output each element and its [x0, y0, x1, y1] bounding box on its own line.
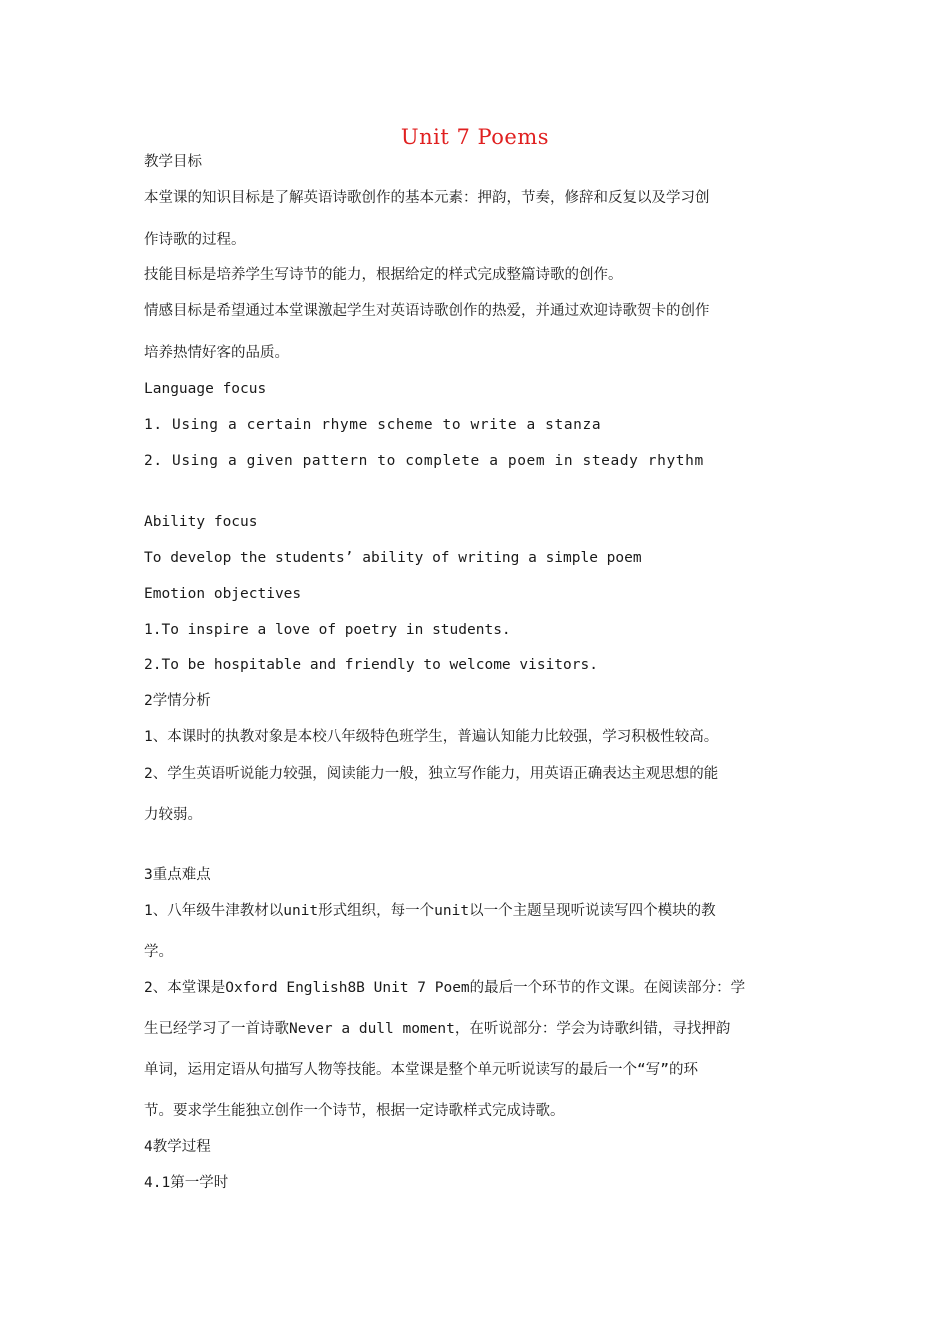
paragraph-line: 1、本课时的执教对象是本校八年级特色班学生，普遍认知能力比较强，学习积极性较高。	[144, 729, 719, 745]
paragraph-line: 情感目标是希望通过本堂课激起学生对英语诗歌创作的热爱，并通过欢迎诗歌贺卡的创作	[144, 303, 710, 319]
paragraph-line: 技能目标是培养学生写诗节的能力，根据给定的样式完成整篇诗歌的创作。	[144, 267, 623, 283]
subsection-heading: 4.1第一学时	[144, 1175, 229, 1191]
paragraph-line: 单词，运用定语从句描写人物等技能。本堂课是整个单元听说读写的最后一个“写”的环	[144, 1062, 698, 1078]
paragraph-line: 节。要求学生能独立创作一个诗节，根据一定诗歌样式完成诗歌。	[144, 1103, 565, 1119]
list-item: 1. Using a certain rhyme scheme to write a stanza	[144, 417, 602, 433]
paragraph-line: 力较弱。	[144, 807, 202, 823]
subheading-ability-focus: Ability focus	[144, 514, 258, 530]
section-heading-process: 4教学过程	[144, 1139, 211, 1155]
subheading-emotion-objectives: Emotion objectives	[144, 586, 302, 602]
list-item: 2. Using a given pattern to complete a poem in steady rhythm	[144, 453, 704, 469]
subheading-language-focus: Language focus	[144, 381, 267, 397]
section-heading-key-points: 3重点难点	[144, 867, 211, 883]
paragraph-line: 2、学生英语听说能力较强，阅读能力一般，独立写作能力，用英语正确表达主观思想的能	[144, 766, 719, 782]
list-item: 1.To inspire a love of poetry in students.	[144, 622, 511, 638]
paragraph-line: 本堂课的知识目标是了解英语诗歌创作的基本元素：押韵，节奏，修辞和反复以及学习创	[144, 190, 710, 206]
paragraph-line: 培养热情好客的品质。	[144, 345, 289, 361]
section-heading-objectives: 教学目标	[144, 154, 202, 170]
document-title: Unit 7 Poems	[400, 125, 550, 149]
section-heading-analysis: 2学情分析	[144, 693, 211, 709]
paragraph-line: 学。	[144, 944, 173, 960]
paragraph-line: 1、八年级牛津教材以unit形式组织，每一个unit以一个主题呈现听说读写四个模块的教	[144, 903, 716, 919]
paragraph-line: 生已经学习了一首诗歌Never a dull moment，在听说部分：学会为诗歌纠错，寻找押韵	[144, 1021, 731, 1037]
paragraph-line: 作诗歌的过程。	[144, 232, 246, 248]
list-item: 2.To be hospitable and friendly to welcome visitors.	[144, 657, 598, 673]
paragraph-line: To develop the students’ ability of writing a simple poem	[144, 550, 642, 566]
paragraph-line: 2、本堂课是Oxford English8B Unit 7 Poem的最后一个环节的作文课。在阅读部分：学	[144, 980, 746, 996]
